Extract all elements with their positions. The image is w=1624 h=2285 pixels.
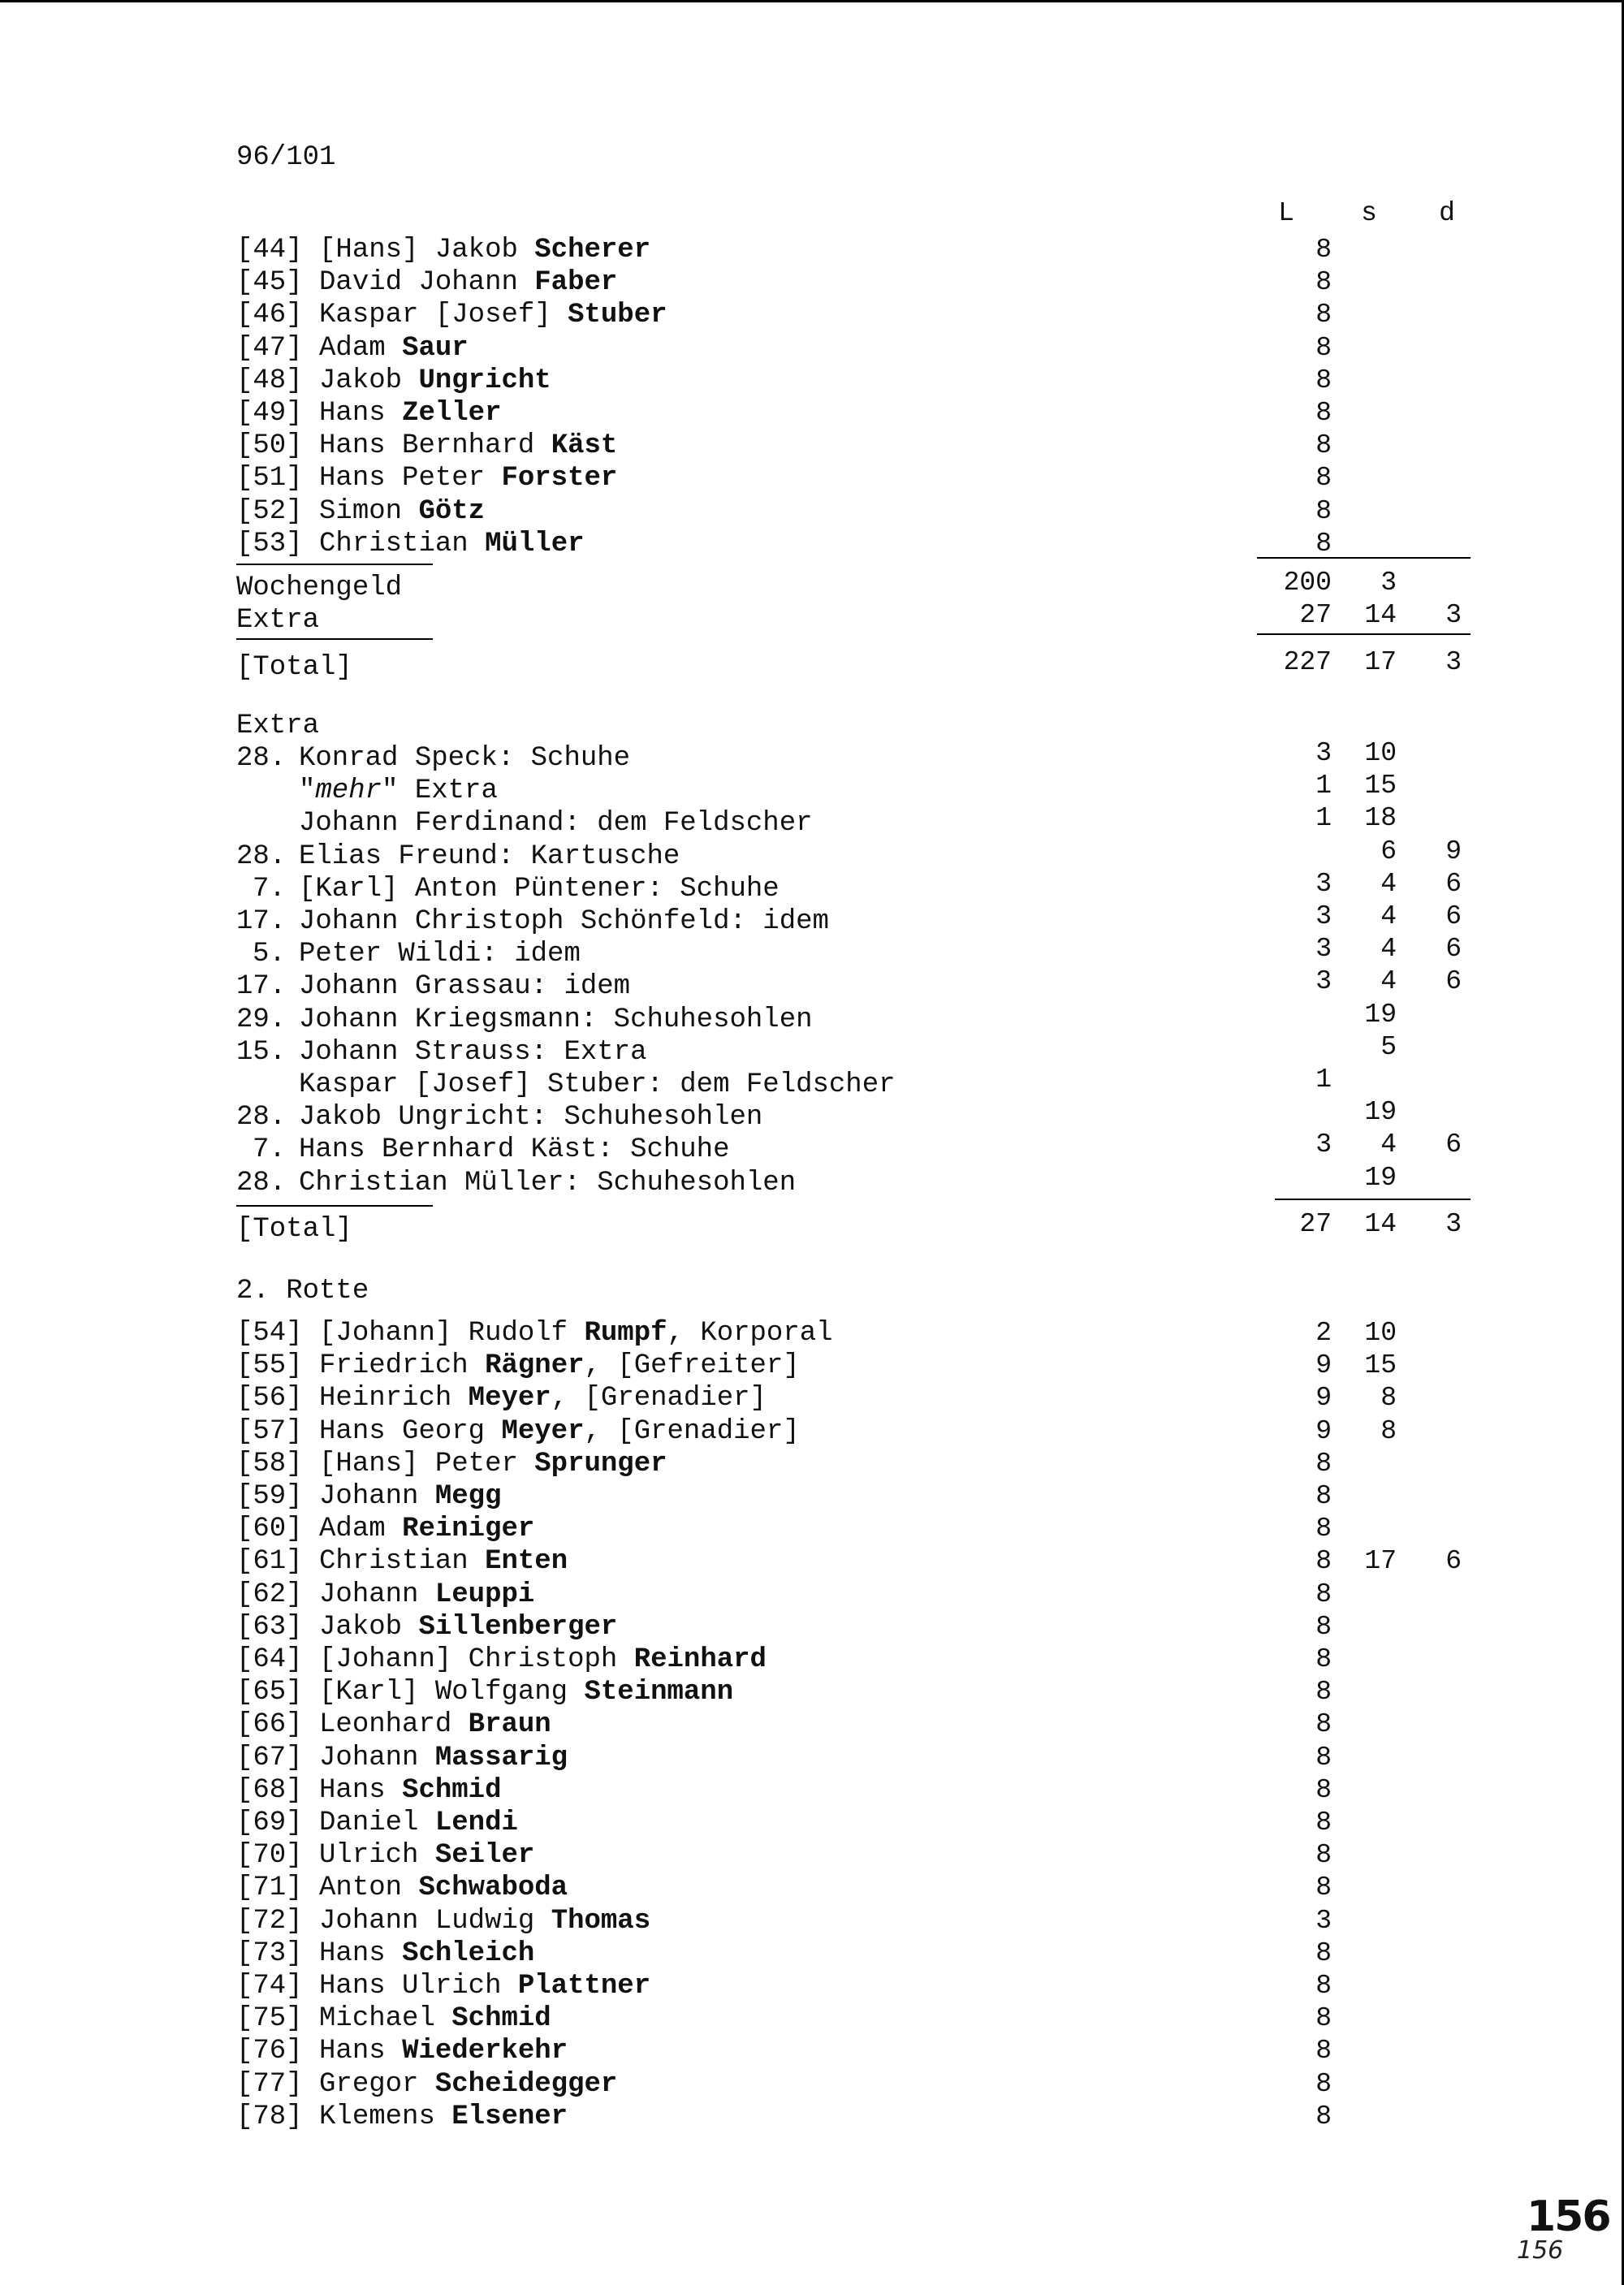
extra-day: 15. xyxy=(236,1037,287,1068)
entry-first-name: David Johann xyxy=(319,267,535,298)
entry-first-name: Johann xyxy=(319,1743,435,1773)
entry-id: [62] xyxy=(236,1579,320,1610)
entry-surname: Sprunger xyxy=(534,1449,667,1479)
soldier-row xyxy=(236,528,585,560)
amount-L: 8 xyxy=(1315,1840,1332,1870)
rotte-row xyxy=(236,1970,650,2002)
entry-surname: Braun xyxy=(468,1709,551,1740)
entry-first-name: Hans Bernhard xyxy=(319,430,551,461)
entry-id: [64] xyxy=(236,1644,320,1675)
extra-day: 7. xyxy=(253,1134,286,1165)
entry-id: [68] xyxy=(236,1775,320,1806)
amount-L: 9 xyxy=(1315,1350,1332,1380)
entry-id: [47] xyxy=(236,333,320,364)
extra-day: 17. xyxy=(236,971,287,1002)
entry-first-name: Johann Ludwig xyxy=(319,1906,551,1937)
rotte-row xyxy=(236,2035,568,2067)
rotte-row xyxy=(236,1415,800,1448)
extra-day: 28. xyxy=(236,1102,287,1133)
amount-L: 8 xyxy=(1315,2003,1332,2033)
amount-L: 8 xyxy=(1315,398,1332,428)
extra-entry: Elias Freund: Kartusche xyxy=(299,841,680,872)
amount-L: 8 xyxy=(1315,1644,1332,1674)
entry-id: [72] xyxy=(236,1906,320,1937)
entry-first-name: Simon xyxy=(319,496,419,527)
rotte-row xyxy=(236,1382,767,1415)
entry-id: [78] xyxy=(236,2101,320,2132)
amount-L: 8 xyxy=(1315,529,1332,559)
amount-d: 6 xyxy=(1445,966,1462,996)
entry-id: [70] xyxy=(236,1840,320,1871)
amount-s: 8 xyxy=(1380,1383,1397,1413)
extra-entry: Johann Ferdinand: dem Feldscher xyxy=(299,808,813,839)
entry-id: [77] xyxy=(236,2069,320,2100)
soldier-row xyxy=(236,462,617,495)
entry-surname: Käst xyxy=(551,430,618,461)
entry-first-name: Christian xyxy=(319,1546,486,1577)
underline-rule xyxy=(1257,557,1471,559)
col-header-s: s xyxy=(1361,198,1377,228)
entry-first-name: Hans xyxy=(319,2036,403,2067)
amount-L: 1 xyxy=(1315,771,1332,801)
rotte-row xyxy=(236,1676,733,1708)
amount-L: 8 xyxy=(1315,1514,1332,1544)
entry-surname: Meyer xyxy=(501,1416,585,1447)
rotte-row xyxy=(236,1513,534,1545)
entry-first-name: Hans Georg xyxy=(319,1416,502,1447)
entry-id: [50] xyxy=(236,430,320,461)
underline-rule xyxy=(236,1205,433,1207)
mehr-word: mehr xyxy=(315,775,382,806)
total-label: [Total] xyxy=(236,1214,352,1245)
underline-rule xyxy=(1257,633,1471,635)
entry-rank: , [Grenadier] xyxy=(551,1383,767,1414)
entry-surname: Schmid xyxy=(402,1775,502,1806)
entry-surname: Scheidegger xyxy=(434,2069,618,2100)
col-header-d: d xyxy=(1439,198,1455,228)
entry-first-name: Hans xyxy=(319,398,403,429)
col-header-L: L xyxy=(1278,198,1294,228)
entry-first-name: Anton xyxy=(319,1872,419,1903)
amount-s: 10 xyxy=(1364,1318,1397,1348)
extra-text: " Extra xyxy=(382,775,498,806)
extra-entry: Johann Grassau: idem xyxy=(299,971,631,1002)
entry-id: [45] xyxy=(236,267,320,298)
entry-id: [75] xyxy=(236,2003,320,2034)
entry-id: [55] xyxy=(236,1350,320,1381)
amount-d: 6 xyxy=(1445,934,1462,964)
entry-id: [71] xyxy=(236,1872,320,1903)
rotte-row xyxy=(236,2101,568,2133)
entry-id: [59] xyxy=(236,1481,320,1512)
amount-L: 8 xyxy=(1315,300,1332,330)
entry-surname: Thomas xyxy=(551,1906,651,1937)
entry-first-name: Hans Ulrich xyxy=(319,1971,518,2002)
extra-day: 28. xyxy=(236,743,287,774)
amount-L: 8 xyxy=(1315,1709,1332,1739)
amount-L: 8 xyxy=(1315,1677,1332,1707)
entry-id: [76] xyxy=(236,2036,320,2067)
amount-d: 6 xyxy=(1445,869,1462,899)
entry-id: [49] xyxy=(236,398,320,429)
entry-rank: , [Gefreiter] xyxy=(584,1350,800,1381)
page-reference: 96/101 xyxy=(236,142,336,173)
entry-surname: Rumpf xyxy=(584,1318,667,1349)
extra-entry: [Karl] Anton Püntener: Schuhe xyxy=(299,874,780,905)
amount-L: 9 xyxy=(1315,1383,1332,1413)
amount-s: 14 xyxy=(1364,600,1397,630)
rotte-row xyxy=(236,1448,667,1480)
amount-s: 3 xyxy=(1380,568,1397,598)
entry-surname: Leuppi xyxy=(434,1579,535,1610)
entry-first-name: Klemens xyxy=(319,2101,452,2132)
entry-id: [66] xyxy=(236,1709,320,1740)
amount-d: 6 xyxy=(1445,1546,1462,1576)
underline-rule xyxy=(1275,1199,1471,1200)
amount-s: 17 xyxy=(1364,1546,1397,1576)
extra-entry: Johann Christoph Schönfeld: idem xyxy=(299,906,829,937)
entry-surname: Lendi xyxy=(434,1808,518,1838)
entry-surname: Scherer xyxy=(534,235,651,266)
rotte-row xyxy=(236,1611,617,1644)
entry-first-name: Johann xyxy=(319,1579,435,1610)
rotte-row xyxy=(236,1905,650,1937)
entry-surname: Schmid xyxy=(451,2003,551,2034)
entry-first-name: Jakob xyxy=(319,365,419,396)
amount-s: 8 xyxy=(1380,1416,1397,1446)
amount-L: 8 xyxy=(1315,1546,1332,1576)
entry-first-name: Adam xyxy=(319,1514,403,1544)
amount-L: 27 xyxy=(1299,1209,1332,1239)
entry-first-name: Hans Peter xyxy=(319,463,502,494)
entry-rank: , Korporal xyxy=(667,1318,833,1349)
entry-id: [44] xyxy=(236,235,320,266)
rotte-row xyxy=(236,1708,551,1741)
amount-L: 8 xyxy=(1315,333,1332,363)
entry-first-name: Adam xyxy=(319,333,403,364)
rotte-row xyxy=(236,2002,551,2035)
extra-entry: Johann Strauss: Extra xyxy=(299,1037,647,1068)
entry-first-name: Ulrich xyxy=(319,1840,435,1871)
amount-s: 4 xyxy=(1380,869,1397,899)
amount-L: 8 xyxy=(1315,496,1332,526)
amount-L: 3 xyxy=(1315,1906,1332,1936)
amount-L: 8 xyxy=(1315,1808,1332,1838)
amount-s: 4 xyxy=(1380,966,1397,996)
entry-surname: Reiniger xyxy=(402,1514,535,1544)
extra-entry: Johann Kriegsmann: Schuhesohlen xyxy=(299,1004,813,1035)
entry-id: [67] xyxy=(236,1743,320,1773)
entry-id: [52] xyxy=(236,496,320,527)
amount-L: 8 xyxy=(1315,463,1332,493)
rotte-row xyxy=(236,1742,568,1774)
extra-entry: Konrad Speck: Schuhe xyxy=(299,743,631,774)
amount-s: 19 xyxy=(1364,1097,1397,1127)
amount-L: 8 xyxy=(1315,267,1332,297)
amount-s: 5 xyxy=(1380,1032,1397,1062)
amount-L: 8 xyxy=(1315,2036,1332,2066)
amount-L: 3 xyxy=(1315,1130,1332,1160)
extra-entry xyxy=(299,775,498,807)
amount-s: 10 xyxy=(1364,738,1397,768)
entry-surname: Forster xyxy=(501,463,618,494)
entry-first-name: Daniel xyxy=(319,1808,435,1838)
entry-rank: , [Grenadier] xyxy=(584,1416,800,1447)
rotte-heading: 2. Rotte xyxy=(236,1276,369,1307)
soldier-row xyxy=(236,266,617,299)
amount-L: 3 xyxy=(1315,966,1332,996)
entry-id: [56] xyxy=(236,1383,320,1414)
entry-surname: Faber xyxy=(534,267,618,298)
extra-entry: Jakob Ungricht: Schuhesohlen xyxy=(299,1102,763,1133)
amount-L: 8 xyxy=(1315,1743,1332,1773)
amount-L: 3 xyxy=(1315,934,1332,964)
entry-first-name: Jakob xyxy=(319,1612,419,1643)
amount-L: 8 xyxy=(1315,2069,1332,2099)
amount-L: 1 xyxy=(1315,803,1332,833)
entry-first-name: Hans xyxy=(319,1775,403,1806)
entry-surname: Stuber xyxy=(568,300,667,330)
entry-first-name: Gregor xyxy=(319,2069,435,2100)
entry-first-name: Kaspar [Josef] xyxy=(319,300,568,330)
amount-L: 8 xyxy=(1315,1938,1332,1968)
entry-first-name: [Hans] Peter xyxy=(319,1449,535,1479)
entry-surname: Müller xyxy=(485,529,585,559)
entry-id: [61] xyxy=(236,1546,320,1577)
amount-d: 6 xyxy=(1445,901,1462,931)
entry-id: [53] xyxy=(236,529,320,559)
extra-day: 17. xyxy=(236,906,287,937)
underline-rule xyxy=(236,638,433,640)
rotte-row xyxy=(236,1774,501,1807)
extra-day: 28. xyxy=(236,1168,287,1199)
entry-first-name: [Johann] Christoph xyxy=(319,1644,634,1675)
entry-surname: Plattner xyxy=(517,1971,651,2002)
entry-id: [65] xyxy=(236,1677,320,1708)
entry-id: [58] xyxy=(236,1449,320,1479)
entry-id: [46] xyxy=(236,300,320,330)
handwritten-page-number-small: 156 xyxy=(1517,2236,1564,2265)
entry-id: [73] xyxy=(236,1938,320,1969)
entry-surname: Massarig xyxy=(434,1743,568,1773)
entry-id: [54] xyxy=(236,1318,320,1349)
soldier-row xyxy=(236,397,501,430)
entry-id: [69] xyxy=(236,1808,320,1838)
entry-surname: Meyer xyxy=(468,1383,551,1414)
rotte-row xyxy=(236,1480,501,1513)
amount-s: 19 xyxy=(1364,1000,1397,1030)
amount-L: 8 xyxy=(1315,1775,1332,1805)
amount-L: 3 xyxy=(1315,901,1332,931)
amount-s: 14 xyxy=(1364,1209,1397,1239)
amount-s: 4 xyxy=(1380,934,1397,964)
extra-entry: Hans Bernhard Käst: Schuhe xyxy=(299,1134,730,1165)
entry-first-name: Michael xyxy=(319,2003,452,2034)
extra-entry: Peter Wildi: idem xyxy=(299,939,581,970)
amount-d: 3 xyxy=(1445,600,1462,630)
amount-L: 8 xyxy=(1315,1481,1332,1511)
rotte-row xyxy=(236,1545,568,1578)
handwritten-page-number: 156 xyxy=(1527,2192,1610,2241)
total-label: [Total] xyxy=(236,652,352,683)
amount-s: 15 xyxy=(1364,771,1397,801)
entry-surname: Zeller xyxy=(402,398,502,429)
amount-s: 19 xyxy=(1364,1163,1397,1193)
rotte-row xyxy=(236,1807,518,1839)
rotte-row xyxy=(236,1317,833,1350)
entry-surname: Elsener xyxy=(451,2101,568,2132)
rotte-row xyxy=(236,1644,767,1676)
amount-s: 6 xyxy=(1380,836,1397,866)
entry-surname: Schwaboda xyxy=(418,1872,568,1903)
entry-surname: Saur xyxy=(402,333,469,364)
entry-id: [60] xyxy=(236,1514,320,1544)
rotte-row xyxy=(236,1839,534,1872)
extra-day: 28. xyxy=(236,841,287,872)
entry-first-name: [Karl] Wolfgang xyxy=(319,1677,585,1708)
entry-first-name: Friedrich xyxy=(319,1350,486,1381)
quote-mark: " xyxy=(299,775,316,806)
summary-label: Extra xyxy=(236,605,320,636)
amount-L: 8 xyxy=(1315,430,1332,460)
entry-first-name: Johann xyxy=(319,1481,435,1512)
amount-s: 4 xyxy=(1380,901,1397,931)
amount-s: 17 xyxy=(1364,647,1397,677)
amount-L: 9 xyxy=(1315,1416,1332,1446)
extra-entry: Kaspar [Josef] Stuber: dem Feldscher xyxy=(299,1069,896,1100)
amount-L: 8 xyxy=(1315,235,1332,265)
entry-surname: Ungricht xyxy=(418,365,551,396)
entry-first-name: [Hans] Jakob xyxy=(319,235,535,266)
entry-first-name: Leonhard xyxy=(319,1709,469,1740)
extra-day: 29. xyxy=(236,1004,287,1035)
amount-L: 8 xyxy=(1315,1449,1332,1479)
amount-L: 8 xyxy=(1315,1612,1332,1642)
soldier-row xyxy=(236,365,551,397)
rotte-row xyxy=(236,1872,568,1904)
amount-L: 3 xyxy=(1315,869,1332,899)
summary-label: Wochengeld xyxy=(236,572,403,603)
soldier-row xyxy=(236,299,667,331)
amount-L: 8 xyxy=(1315,1579,1332,1609)
amount-s: 4 xyxy=(1380,1130,1397,1160)
amount-L: 200 xyxy=(1283,568,1332,598)
amount-d: 6 xyxy=(1445,1130,1462,1160)
amount-L: 3 xyxy=(1315,738,1332,768)
extra-entry: Christian Müller: Schuhesohlen xyxy=(299,1168,797,1199)
extra-day: 7. xyxy=(253,874,286,905)
entry-surname: Götz xyxy=(418,496,486,527)
amount-L: 8 xyxy=(1315,1872,1332,1903)
entry-surname: Reinhard xyxy=(633,1644,767,1675)
entry-surname: Sillenberger xyxy=(418,1612,618,1643)
amount-s: 15 xyxy=(1364,1350,1397,1380)
rotte-row xyxy=(236,1937,534,1970)
rotte-row xyxy=(236,1579,534,1611)
soldier-row xyxy=(236,495,485,528)
amount-L: 1 xyxy=(1315,1065,1332,1095)
soldier-row xyxy=(236,332,469,365)
entry-surname: Schleich xyxy=(402,1938,535,1969)
entry-first-name: [Johann] Rudolf xyxy=(319,1318,585,1349)
amount-L: 27 xyxy=(1299,600,1332,630)
entry-id: [51] xyxy=(236,463,320,494)
entry-surname: Seiler xyxy=(434,1840,535,1871)
entry-surname: Steinmann xyxy=(584,1677,734,1708)
amount-L: 2 xyxy=(1315,1318,1332,1348)
amount-L: 8 xyxy=(1315,365,1332,395)
amount-L: 8 xyxy=(1315,1971,1332,2001)
underline-rule xyxy=(236,564,433,565)
entry-surname: Rägner xyxy=(485,1350,585,1381)
entry-id: [63] xyxy=(236,1612,320,1643)
entry-first-name: Hans xyxy=(319,1938,403,1969)
amount-d: 3 xyxy=(1445,1209,1462,1239)
soldier-row xyxy=(236,430,617,462)
entry-surname: Wiederkehr xyxy=(402,2036,568,2067)
entry-first-name: Christian xyxy=(319,529,486,559)
entry-first-name: Heinrich xyxy=(319,1383,469,1414)
amount-d: 3 xyxy=(1445,647,1462,677)
amount-L: 227 xyxy=(1283,647,1332,677)
amount-s: 18 xyxy=(1364,803,1397,833)
rotte-row xyxy=(236,2068,617,2101)
entry-id: [74] xyxy=(236,1971,320,2002)
entry-surname: Enten xyxy=(485,1546,568,1577)
entry-id: [48] xyxy=(236,365,320,396)
extra-day: 5. xyxy=(253,939,286,970)
entry-id: [57] xyxy=(236,1416,320,1447)
amount-d: 9 xyxy=(1445,836,1462,866)
extra-heading: Extra xyxy=(236,711,320,741)
amount-L: 8 xyxy=(1315,2101,1332,2132)
entry-surname: Megg xyxy=(434,1481,502,1512)
rotte-row xyxy=(236,1350,800,1382)
soldier-row xyxy=(236,234,650,266)
